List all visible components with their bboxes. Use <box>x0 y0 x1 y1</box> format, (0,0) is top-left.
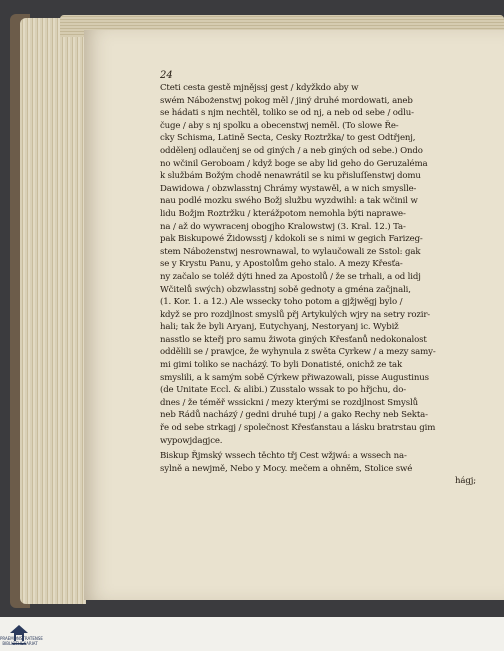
text-line: (de Unitate Eccl. & alibi.) Zusstalo wssak to po hřjchu, do- <box>160 385 407 396</box>
text-line: hali; tak že byli Aryanj, Eutychyanj, Nestoryanj ic. Wybiž <box>160 322 399 333</box>
text-line: no wčinil Geroboam / když boge se aby lid geho do Geruzaléma <box>160 158 428 169</box>
viewer-footer <box>0 617 504 651</box>
text-line: když se pro rozdjlnost smyslů přj Artykulých wjry na setry rozir- <box>160 309 431 320</box>
text-line: smyslili, a k samým sobě Cýrkew přiwazowali, pisse Augustinus <box>160 372 429 383</box>
text-line: oddělili se / prawjce, že wyhynula z swěta Cyrkew / a mezy samy- <box>160 347 436 358</box>
text-line: nau podlé mozku swého Božj službu wyzdwihl: a tak wčinil w <box>160 196 418 207</box>
text-line: ře od sebe strkagj / společnost Křesťanstau a lásku bratrstau gim <box>160 423 436 434</box>
text-line: se y Krystu Panu, y Apostolům geho stalo. A mezy Křesťa- <box>160 259 403 270</box>
text-line: na / až do wywracenj obogjho Kralowstwj (3. Kral. 12.) Ta- <box>160 221 406 232</box>
text-line: nasstlo se kteřj pro samu žiwota giných Křesťanů nedokonalost <box>160 334 427 345</box>
text-line: wypowjdagjce. <box>160 435 223 446</box>
text-line: Wčitelů swých) obzwlasstnj sobě gednoty a gména začjnali, <box>160 284 411 295</box>
text-line: (1. Kor. 1. a 12.) Ale wssecky toho potom a gjžjwěgj bylo / <box>160 297 403 308</box>
page-number: 24 <box>160 70 173 81</box>
book-page-edges <box>20 18 86 604</box>
text-line: lidu Božjm Roztržku / kterážpotom nemohla býti naprawe- <box>160 208 406 219</box>
page-text <box>160 70 476 488</box>
text-line: ny začalo se toléž dýti hned za Apostolů / že se trhali, a od lidj <box>160 271 421 282</box>
text-line: dnes / že téměř wssickni / mezy kterými se rozdjlnost Smyslů <box>160 397 418 408</box>
text-line: oddělenj odlaučenj se od giných / a neb giných od sebe.) Ondo <box>160 145 423 156</box>
catchword: hágj; <box>455 476 476 487</box>
library-logo-text: PRAEMONSTRATENSE BIBLIOTHEKARIAT <box>0 636 43 646</box>
text-line: pak Biskupowé Židowsstj / kdokoli se s nimi w gegich Farizeg- <box>160 234 423 245</box>
text-line: se hádati s njm nechtěl, toliko se od nj, a neb od sebe / odlu- <box>160 108 414 119</box>
paragraph-main <box>160 82 476 447</box>
text-line: cky Schisma, Latině Secta, Cesky Roztržka/ to gest Odtřjenj, <box>160 133 416 144</box>
paragraph-second <box>160 450 476 475</box>
text-line: sylně a newjmě, Nebo y Mocy. mečem a ohněm, Stolice swé <box>160 463 413 474</box>
text-line: mi gimi toliko se nacházý. To byli Donatisté, onichž ze tak <box>160 360 403 371</box>
text-line: Biskup Řjmský wssech těchto třj Cest wžjwá: a wssech na- <box>160 451 407 462</box>
text-line: neb Rádů nacházý / gedni druhé tupj / a gako Rechy neb Sekta- <box>160 410 428 421</box>
book-page <box>84 30 504 600</box>
text-line: Cteti cesta gestě mjnějssj gest / kdyžkdo aby w <box>160 83 359 93</box>
text-line: čuge / aby s nj spolku a obecenstwj neměl. (To slowe Ře- <box>160 120 399 131</box>
text-line: k službám Božým chodě nenawrátil se ku přisluſſenstwj domu <box>160 171 421 182</box>
text-line: Dawidowa / obzwlasstnj Chrámy wystawěl, a w nich smyslle- <box>160 183 417 194</box>
text-line: stem Nábożenstwj nesrownawal, to wylaučowali ze Sstol: gak <box>160 246 421 257</box>
text-line: swém Nábożenstwj pokog měl / jiný druhé mordowati, aneb <box>160 95 413 106</box>
